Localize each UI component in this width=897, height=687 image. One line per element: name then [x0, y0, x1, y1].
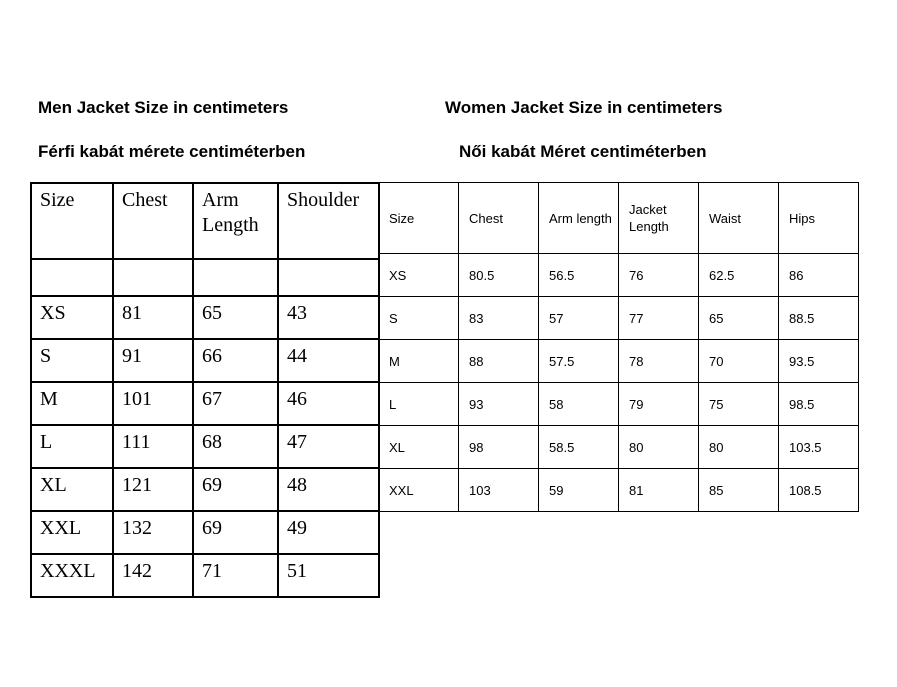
- table-cell: 59: [539, 469, 619, 512]
- men-table-body: [31, 296, 379, 597]
- table-cell: 77: [619, 297, 699, 340]
- table-row: [31, 511, 379, 554]
- men-table-header-row: [31, 183, 379, 259]
- table-cell: 81: [113, 296, 193, 339]
- table-cell: 101: [113, 382, 193, 425]
- table-cell: L: [379, 383, 459, 426]
- table-cell: 44: [278, 339, 379, 382]
- table-cell: 79: [619, 383, 699, 426]
- table-cell: XS: [379, 254, 459, 297]
- women-column-header-chest: Chest: [459, 183, 539, 254]
- table-cell: 56.5: [539, 254, 619, 297]
- table-cell: XL: [379, 426, 459, 469]
- table-cell: 78: [619, 340, 699, 383]
- men-column-header-shoulder: Shoulder: [278, 183, 379, 259]
- table-cell: 81: [619, 469, 699, 512]
- empty-cell: [193, 259, 278, 296]
- table-cell: 75: [699, 383, 779, 426]
- table-cell: 48: [278, 468, 379, 511]
- table-cell: 58: [539, 383, 619, 426]
- men-table-title-hungarian: Férfi kabát mérete centiméterben: [38, 142, 306, 161]
- table-cell: 67: [193, 382, 278, 425]
- table-cell: 51: [278, 554, 379, 597]
- table-row: [31, 339, 379, 382]
- men-table-title-english: Men Jacket Size in centimeters: [38, 98, 289, 117]
- table-cell: 88: [459, 340, 539, 383]
- table-cell: 103: [459, 469, 539, 512]
- women-column-header-arm-length: Arm length: [539, 183, 619, 254]
- table-row: [31, 425, 379, 468]
- table-cell: 71: [193, 554, 278, 597]
- table-cell: XS: [31, 296, 113, 339]
- men-column-header-size: Size: [31, 183, 113, 259]
- table-cell: 93.5: [779, 340, 859, 383]
- table-cell: 66: [193, 339, 278, 382]
- table-cell: 69: [193, 468, 278, 511]
- table-cell: 65: [193, 296, 278, 339]
- table-cell: 83: [459, 297, 539, 340]
- women-column-header-jacket-length: Jacket Length: [619, 183, 699, 254]
- table-row: [31, 296, 379, 339]
- women-table-title-english: Women Jacket Size in centimeters: [445, 98, 723, 117]
- table-cell: 98: [459, 426, 539, 469]
- table-cell: 58.5: [539, 426, 619, 469]
- table-cell: M: [379, 340, 459, 383]
- table-cell: 132: [113, 511, 193, 554]
- table-cell: S: [379, 297, 459, 340]
- table-cell: 76: [619, 254, 699, 297]
- table-cell: 43: [278, 296, 379, 339]
- table-cell: 91: [113, 339, 193, 382]
- table-cell: 111: [113, 425, 193, 468]
- empty-cell: [278, 259, 379, 296]
- women-table-header-row: [379, 183, 859, 254]
- table-cell: 93: [459, 383, 539, 426]
- table-cell: 142: [113, 554, 193, 597]
- table-cell: 70: [699, 340, 779, 383]
- table-cell: L: [31, 425, 113, 468]
- table-cell: 80: [619, 426, 699, 469]
- table-cell: 65: [699, 297, 779, 340]
- table-cell: 86: [779, 254, 859, 297]
- table-cell: 98.5: [779, 383, 859, 426]
- table-cell: 57.5: [539, 340, 619, 383]
- table-cell: 108.5: [779, 469, 859, 512]
- table-row: [31, 468, 379, 511]
- table-cell: 85: [699, 469, 779, 512]
- table-row: [31, 382, 379, 425]
- table-cell: 69: [193, 511, 278, 554]
- table-row: [379, 469, 859, 512]
- table-row: [379, 340, 859, 383]
- women-column-header-hips: Hips: [779, 183, 859, 254]
- men-column-header-chest: Chest: [113, 183, 193, 259]
- table-cell: XL: [31, 468, 113, 511]
- table-cell: 121: [113, 468, 193, 511]
- table-row: [379, 254, 859, 297]
- men-jacket-size-table: [30, 182, 380, 598]
- table-row: [379, 426, 859, 469]
- table-cell: 80: [699, 426, 779, 469]
- table-row: [379, 297, 859, 340]
- women-jacket-size-table: [378, 182, 859, 512]
- table-cell: 103.5: [779, 426, 859, 469]
- table-cell: 57: [539, 297, 619, 340]
- table-cell: 62.5: [699, 254, 779, 297]
- men-column-header-arm-length: Arm Length: [193, 183, 278, 259]
- table-cell: 46: [278, 382, 379, 425]
- table-cell: 49: [278, 511, 379, 554]
- table-cell: 80.5: [459, 254, 539, 297]
- women-column-header-size: Size: [379, 183, 459, 254]
- table-row: [31, 554, 379, 597]
- table-cell: XXL: [379, 469, 459, 512]
- table-cell: 47: [278, 425, 379, 468]
- women-table-body: [379, 254, 859, 512]
- empty-cell: [31, 259, 113, 296]
- table-cell: 68: [193, 425, 278, 468]
- table-cell: 88.5: [779, 297, 859, 340]
- table-cell: XXXL: [31, 554, 113, 597]
- table-cell: S: [31, 339, 113, 382]
- women-column-header-waist: Waist: [699, 183, 779, 254]
- table-row: [379, 383, 859, 426]
- empty-cell: [113, 259, 193, 296]
- table-cell: M: [31, 382, 113, 425]
- table-cell: XXL: [31, 511, 113, 554]
- men-table-empty-row: [31, 259, 379, 296]
- women-table-title-hungarian: Női kabát Méret centiméterben: [459, 142, 707, 161]
